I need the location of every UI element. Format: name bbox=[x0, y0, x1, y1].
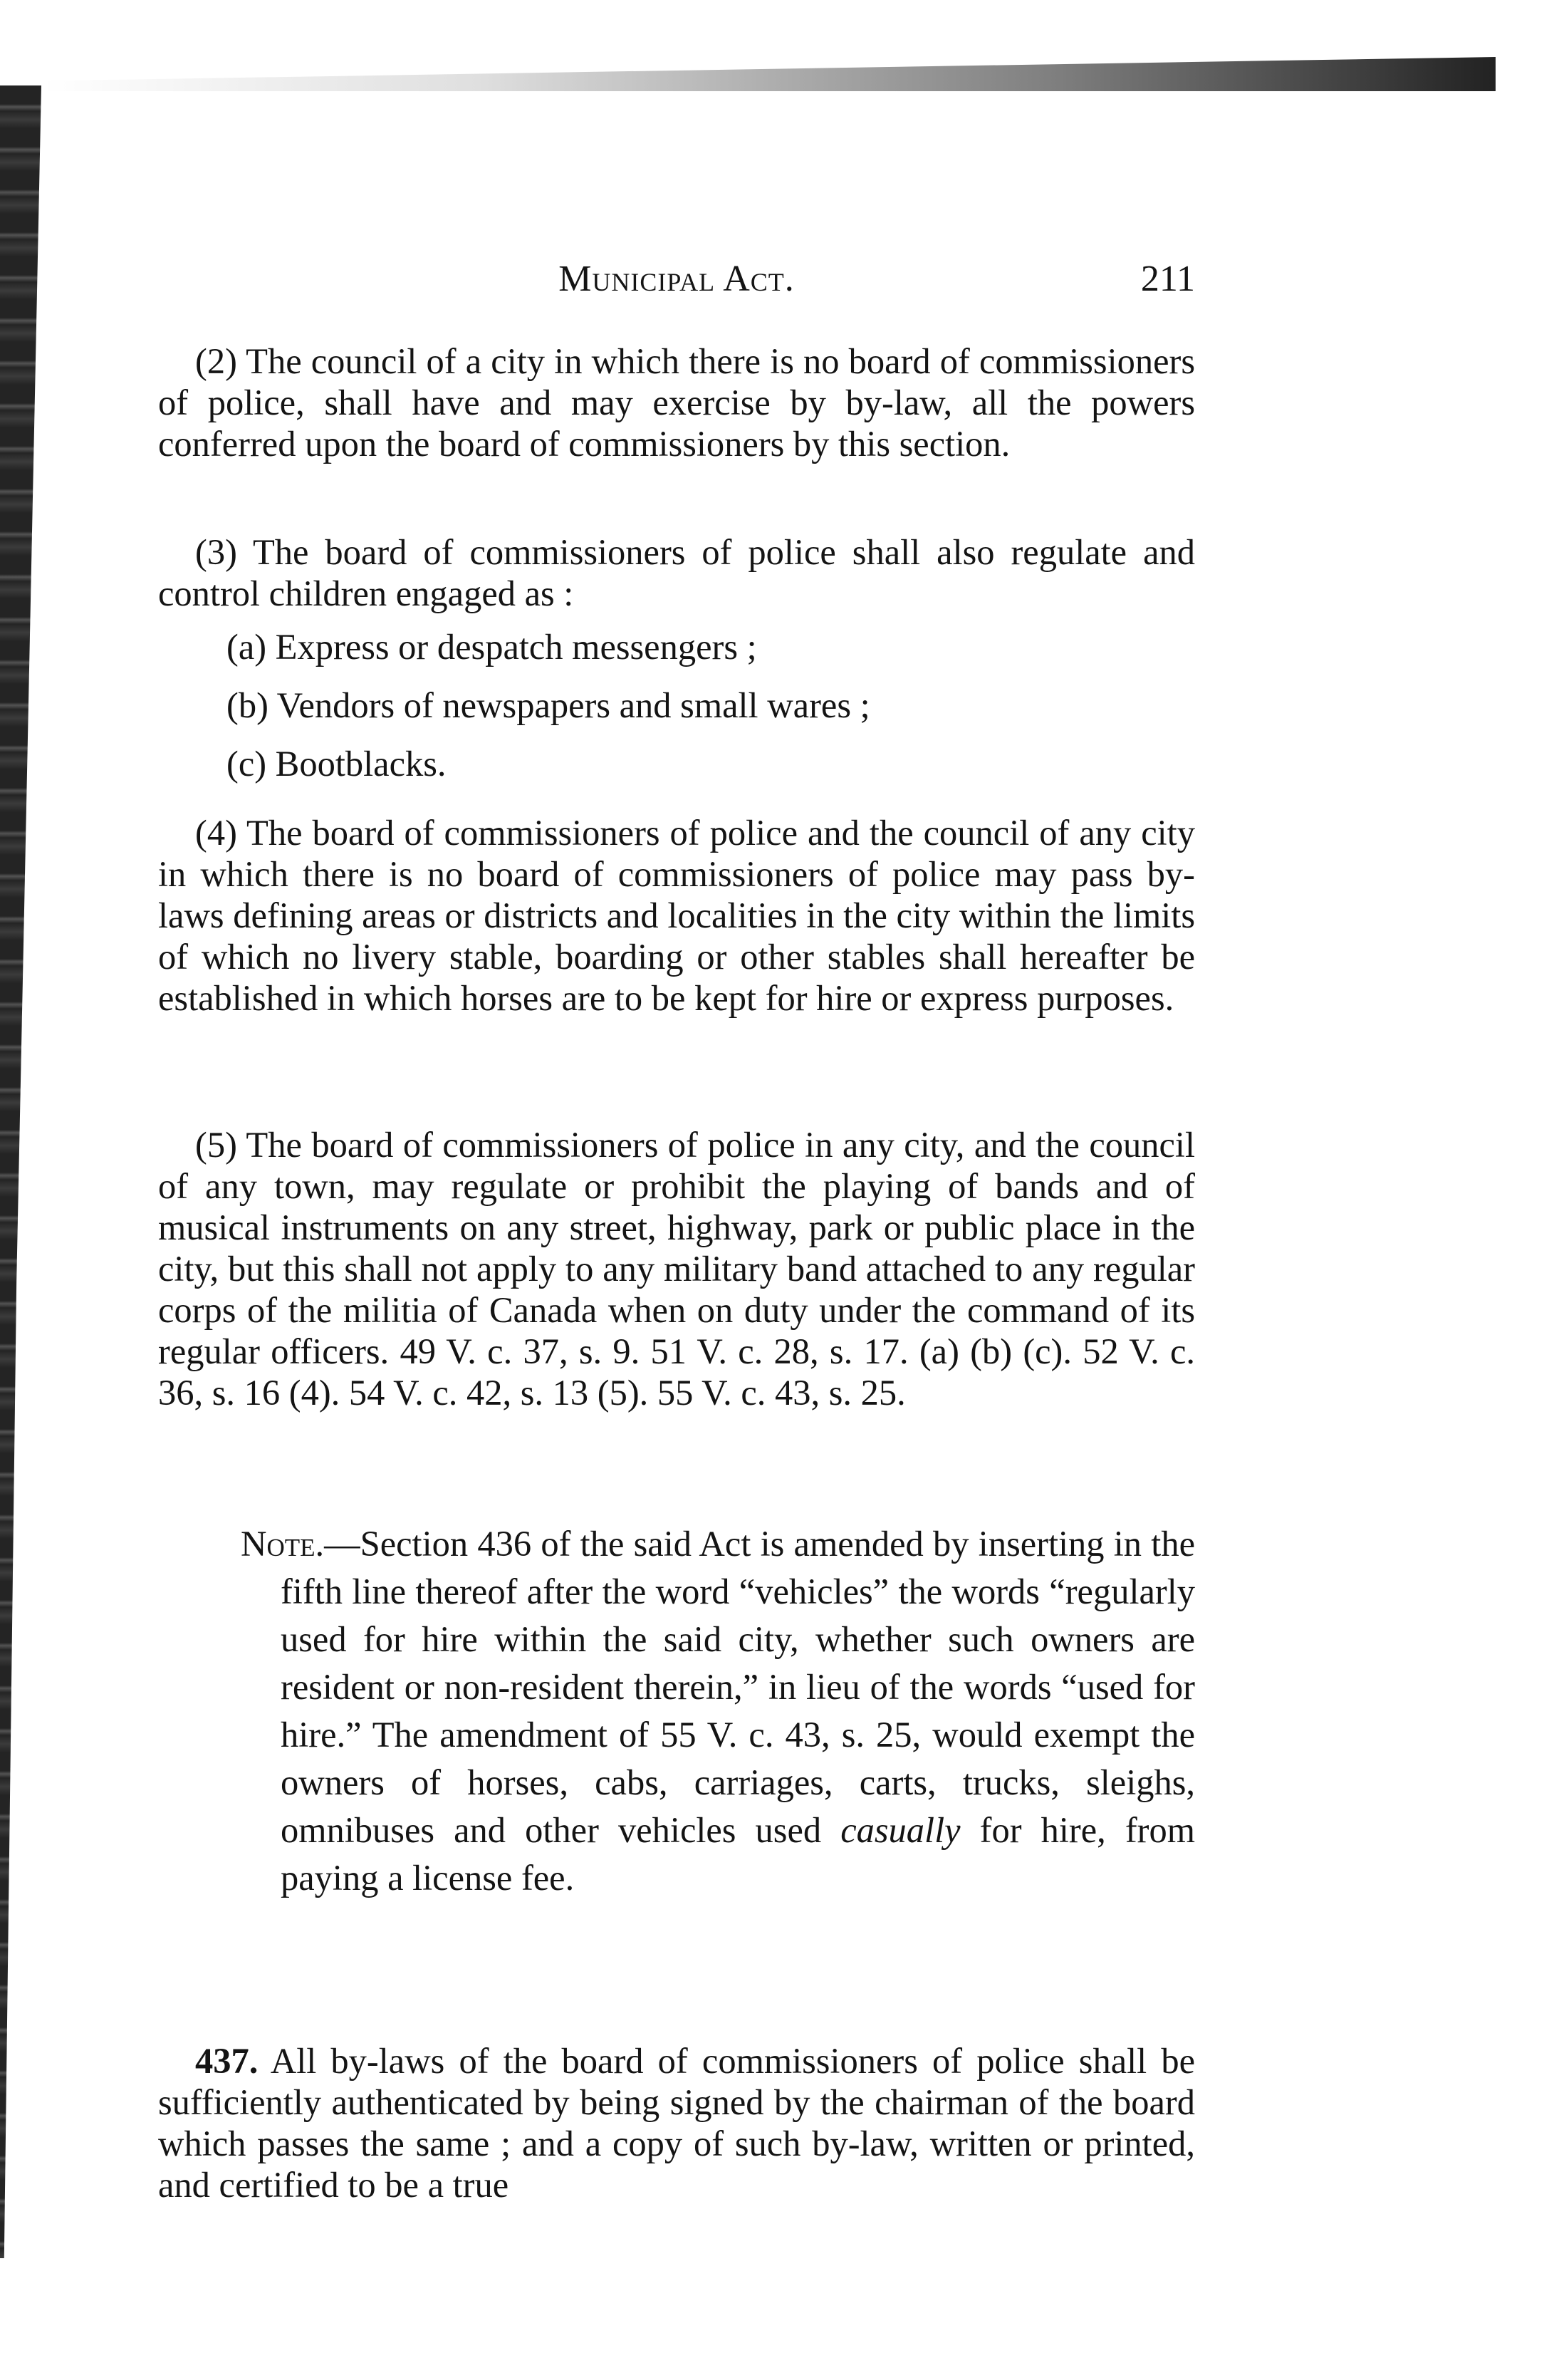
page-header bbox=[158, 258, 1195, 308]
note-text-2: for hire, from paying a license fee. bbox=[281, 1810, 1196, 1898]
list-item-a: (a) Express or despatch messengers ; bbox=[226, 627, 757, 667]
list-item-b: (b) Vendors of newspapers and small wares ; bbox=[226, 685, 870, 725]
paragraph-5: (5) The board of commissioners of police in any city, and the council of any town, may regulate or prohibit the playing of bands and of musical instruments on any street, highway, park or public place in the city, but this shall not apply to any military band attached to any regular corps of the militia of Canada when on duty under the command of its regular officers. 49 V. c. 37, s. 9. 51 V. c. 28, s. 17. (a) (b) (c). 52 V. c. 36, s. 16 (4). 54 V. c. 42, s. 13 (5). 55 V. c. 43, s. 25. bbox=[158, 1125, 1195, 1413]
running-title: Municipal Act. bbox=[558, 259, 795, 299]
section-number: 437. bbox=[195, 2041, 259, 2081]
note-emphasis: casually bbox=[840, 1810, 961, 1850]
list-item-c: (c) Bootblacks. bbox=[226, 744, 447, 784]
section-437 bbox=[158, 2040, 1195, 2205]
note-label: Note. bbox=[241, 1524, 325, 1564]
section-437-text: All by-laws of the board of commissioners of police shall be sufficiently authenticated by being signed by the chairman of the board which passes the same ; and a copy of such by-law, written or printed, and certified to be a true bbox=[158, 2041, 1195, 2205]
paragraph-4: (4) The board of commissioners of police and the council of any city in which there is no board of commissioners of police may pass by-laws defining areas or districts and localities in the city within the limits of which no livery stable, boarding or other stables shall hereafter be established in which horses are to be kept for hire or express purposes. bbox=[158, 813, 1195, 1018]
paragraph-3: (3) The board of commissioners of police shall also regulate and control children engaged as : bbox=[158, 532, 1195, 613]
note-text-1: —Section 436 of the said Act is amended by inserting in the fifth line thereof after the word “vehicles” the words “regularly used for hire within the said city, whether such owners are resident or non-resident therein,” in lieu of the words “used for hire.” The amendment of 55 V. c. 43, s. 25, would exempt the owners of horses, cabs, carriages, carts, trucks, sleighs, omnibuses and other vehicles used bbox=[281, 1524, 1195, 1850]
page-number: 211 bbox=[1140, 259, 1195, 299]
paragraph-2: (2) The council of a city in which there is no board of commissioners of police, shall have and may exercise by by-law, all the powers conferred upon the board of commissioners by this section. bbox=[158, 341, 1195, 464]
note-block bbox=[241, 1520, 1196, 1902]
